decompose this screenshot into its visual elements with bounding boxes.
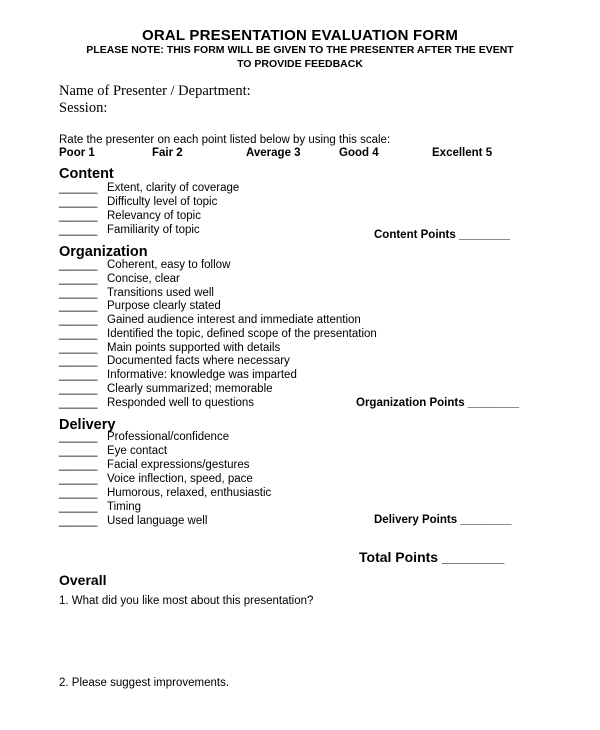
rating-blank[interactable]: ______: [59, 487, 98, 499]
criterion-label: Familiarity of topic: [107, 224, 200, 236]
form-title: ORAL PRESENTATION EVALUATION FORM: [141, 27, 459, 44]
question-2: 2. Please suggest improvements.: [59, 677, 230, 689]
rating-blank[interactable]: ______: [59, 300, 98, 312]
form-note-line-2: TO PROVIDE FEEDBACK: [237, 58, 363, 70]
scale-excellent: Excellent 5: [432, 147, 493, 159]
rating-blank[interactable]: ______: [59, 259, 98, 271]
criterion-label: Voice inflection, speed, pace: [107, 473, 253, 485]
content-heading: Content: [59, 166, 114, 182]
criterion-label: Humorous, relaxed, enthusiastic: [107, 487, 272, 499]
criterion-label: Coherent, easy to follow: [107, 259, 231, 271]
total-points[interactable]: Total Points ________: [359, 549, 505, 565]
criterion-label: Main points supported with details: [107, 342, 281, 354]
rating-blank[interactable]: ______: [59, 224, 98, 236]
form-note-line-1: PLEASE NOTE: THIS FORM WILL BE GIVEN TO THE PRESENTER AFTER THE EVENT: [86, 44, 514, 56]
rating-blank[interactable]: ______: [59, 328, 98, 340]
presenter-label: Name of Presenter / Department:: [59, 83, 251, 99]
criterion-label: Relevancy of topic: [107, 210, 201, 222]
rating-blank[interactable]: ______: [59, 210, 98, 222]
organization-heading: Organization: [59, 244, 148, 260]
rating-blank[interactable]: ______: [59, 515, 98, 527]
criterion-label: Clearly summarized; memorable: [107, 383, 273, 395]
rating-blank[interactable]: ______: [59, 445, 98, 457]
scale-good: Good 4: [339, 147, 379, 159]
rating-blank[interactable]: ______: [59, 459, 98, 471]
rating-blank[interactable]: ______: [59, 287, 98, 299]
question-1: 1. What did you like most about this presentation?: [59, 595, 314, 607]
scale-poor: Poor 1: [59, 147, 95, 159]
criterion-label: Professional/confidence: [107, 431, 230, 443]
rating-blank[interactable]: ______: [59, 501, 98, 513]
rating-blank[interactable]: ______: [59, 473, 98, 485]
scale-fair: Fair 2: [152, 147, 183, 159]
criterion-label: Timing: [107, 501, 142, 513]
rating-blank[interactable]: ______: [59, 383, 98, 395]
session-label: Session:: [59, 100, 108, 116]
criterion-label: Used language well: [107, 515, 208, 527]
rating-blank[interactable]: ______: [59, 431, 98, 443]
delivery-heading: Delivery: [59, 417, 116, 433]
rating-blank[interactable]: ______: [59, 342, 98, 354]
rating-blank[interactable]: ______: [59, 314, 98, 326]
criterion-label: Purpose clearly stated: [107, 300, 221, 312]
criterion-label: Extent, clarity of coverage: [107, 182, 240, 194]
criterion-label: Identified the topic, defined scope of the presentation: [107, 328, 377, 340]
criterion-label: Concise, clear: [107, 273, 180, 285]
criterion-label: Facial expressions/gestures: [107, 459, 250, 471]
organization-points[interactable]: Organization Points ________: [356, 397, 519, 409]
criterion-label: Documented facts where necessary: [107, 355, 290, 367]
rating-blank[interactable]: ______: [59, 196, 98, 208]
rating-blank[interactable]: ______: [59, 397, 98, 409]
criterion-label: Difficulty level of topic: [107, 196, 218, 208]
scale-instruction: Rate the presenter on each point listed below by using this scale:: [59, 134, 391, 146]
criterion-label: Informative: knowledge was imparted: [107, 369, 297, 381]
criterion-label: Transitions used well: [107, 287, 214, 299]
criterion-label: Responded well to questions: [107, 397, 255, 409]
content-points[interactable]: Content Points ________: [374, 229, 511, 241]
rating-blank[interactable]: ______: [59, 369, 98, 381]
criterion-label: Gained audience interest and immediate attention: [107, 314, 361, 326]
delivery-points[interactable]: Delivery Points ________: [374, 514, 512, 526]
rating-blank[interactable]: ______: [59, 355, 98, 367]
overall-heading: Overall: [59, 572, 107, 588]
criterion-label: Eye contact: [107, 445, 168, 457]
rating-blank[interactable]: ______: [59, 182, 98, 194]
scale-average: Average 3: [246, 147, 301, 159]
rating-blank[interactable]: ______: [59, 273, 98, 285]
